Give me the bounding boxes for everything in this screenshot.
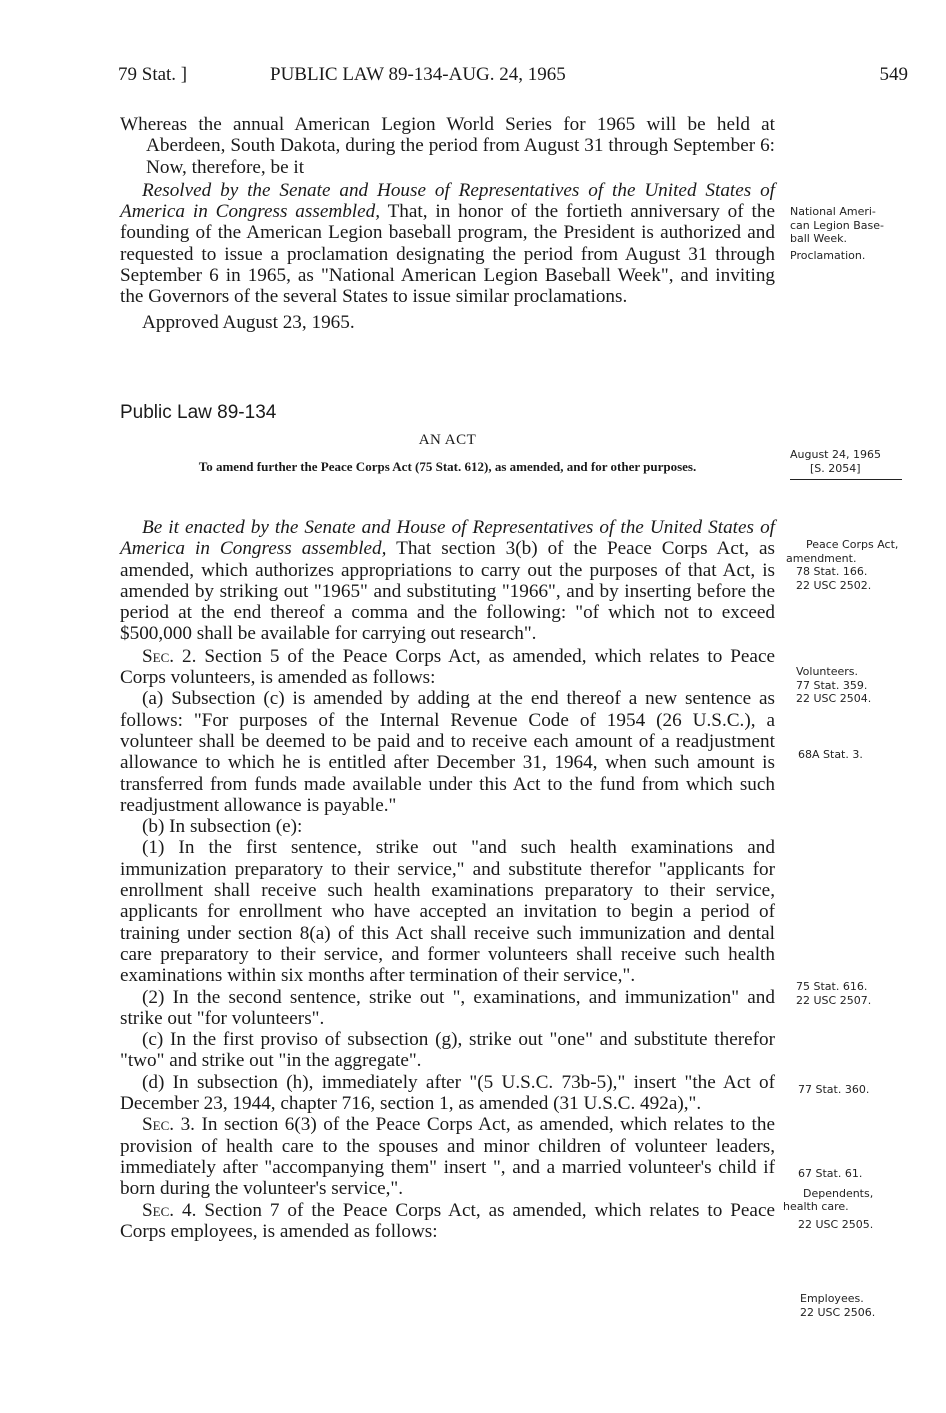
- margin-note-68a: [798, 748, 938, 762]
- section-label: Sec. 4.: [142, 1199, 197, 1221]
- margin-note-line: Dependents,: [803, 1186, 874, 1200]
- margin-note-line: 77 Stat. 360.: [798, 1083, 870, 1096]
- resolved-clause: [120, 180, 775, 308]
- enactment-date: August 24, 1965: [790, 448, 881, 461]
- section-2: [120, 646, 775, 689]
- margin-note-health: [783, 1167, 923, 1231]
- margin-note-line: amendment.: [786, 551, 857, 565]
- margin-note-line: 67 Stat. 61.: [798, 1167, 863, 1180]
- margin-note-line: 22 USC 2502.: [796, 578, 872, 592]
- subsection-b: (b) In subsection (e):: [142, 816, 303, 838]
- statute-volume-ref: 79 Stat. ]: [118, 64, 188, 85]
- enacting-formula: Be it enacted by the Senate and House of Representatives of the United States of America in Congress assembled,: [120, 517, 775, 560]
- margin-note-line: 75 Stat. 616.: [796, 980, 868, 993]
- public-law-heading: Public Law 89-134: [120, 402, 277, 423]
- paragraph-b2: (2) In the second sentence, strike out ", examinations, and immunization" and strike out "for volunteers".: [120, 986, 775, 1029]
- running-title: PUBLIC LAW 89-134-AUG. 24, 1965: [270, 64, 566, 85]
- margin-note-line: 77 Stat. 359.: [796, 678, 868, 692]
- margin-note-line: 22 USC 2507.: [796, 993, 872, 1007]
- section-3: [120, 1114, 775, 1199]
- section-text: In section 6(3) of the Peace Corps Act, as amended, which relates to the provision of health care to the spouses and minor children of volunteer leaders, immediately after "accompanying them" insert ", and a married volunteer's child if born during the volunteer's service,".: [120, 1114, 775, 1200]
- joint-resolution: [120, 114, 775, 333]
- margin-note-volunteers: [796, 665, 936, 706]
- approval-date: Approved August 23, 1965.: [142, 311, 355, 333]
- section-1-text: That section 3(b) of the Peace Corps Act, as amended, which authorizes appropriations to carry out the purposes of that Act, is amended by striking out "1965" and substituting "1966", and by inserting before the period at the end thereof a comma and the following: "of which not to exceed $500,000 shall be available for carrying out research".: [120, 538, 775, 645]
- bill-number: [S. 2054]: [810, 461, 861, 475]
- margin-note-line: Proclamation.: [790, 248, 866, 262]
- act-body: [120, 517, 775, 1242]
- margin-note-line: Peace Corps Act,: [806, 538, 899, 551]
- margin-note-line: National Ameri-: [790, 205, 876, 218]
- subsection-d: (d) In subsection (h), immediately after "(5 U.S.C. 73b-5)," insert "the Act of December 23, 1944, chapter 716, section 1, as amended (31 U.S.C. 492a),".: [120, 1071, 775, 1115]
- margin-note-baseball-week: [790, 205, 930, 262]
- an-act-heading: AN ACT: [418, 432, 477, 448]
- margin-note-amendment: [786, 538, 926, 592]
- margin-note-77-stat: [798, 1083, 938, 1097]
- margin-note-line: 22 USC 2505.: [798, 1217, 874, 1231]
- subsection-c: (c) In the first proviso of subsection (g), strike out "one" and substitute therefor "two" and strike out "in the aggregate".: [120, 1029, 775, 1072]
- margin-note-line: ball Week.: [790, 232, 847, 245]
- whereas-clause: Whereas the annual American Legion World Series for 1965 will be held at Aberdeen, South Dakota, during the period from August 31 through September 6: Now, therefore, be it: [120, 114, 775, 178]
- margin-note-line: 68A Stat. 3.: [798, 748, 863, 761]
- subsection-a: (a) Subsection (c) is amended by adding at the end thereof a new sentence as follows: "For purposes of the Internal Revenue Code of 1954 (26 U.S.C.), a volunteer shall be deemed to be paid and to receive each amount of a readjustment allowance to which he is entitled after December 31, 1964, when such amount is transferred from funds made available under this Act to the fund from which such readjustment allowance is payable.": [120, 688, 775, 816]
- margin-note-line: 78 Stat. 166.: [796, 565, 868, 578]
- section-4: [120, 1200, 775, 1243]
- margin-rule: [790, 479, 902, 480]
- resolved-body: That, in honor of the fortieth anniversary of the founding of the American Legion baseball program, the President is authorized and requested to issue a proclamation designating the period from August 31 through September 6 in 1965, as "National American Legion Baseball Week", and inviting the Governors of the several States to issue similar proclamations.: [120, 201, 775, 308]
- margin-note-line: Volunteers.: [796, 665, 858, 678]
- margin-note-line: Employees.: [800, 1292, 864, 1305]
- enacting-clause: [120, 517, 775, 645]
- section-label: Sec. 3.: [142, 1114, 195, 1136]
- margin-note-line: can Legion Base-: [790, 218, 884, 232]
- paragraph-b1: (1) In the first sentence, strike out "and such health examinations and immunization preparatory to their service," and substitute therefor "applicants for enrollment shall receive such health examinations preparatory to their service, applicants for enrollment who have accepted an invitation to begin a period of training under section 8(a) of this Act shall receive such immunization and dental care preparatory to their service, and former volunteers shall receive such health examinations within six months after termination of their service,".: [120, 837, 775, 987]
- resolved-formula: Resolved by the Senate and House of Representatives of the United States of America in Congress assembled,: [120, 179, 775, 223]
- section-text: Section 7 of the Peace Corps Act, as amended, which relates to Peace Corps employees, is amended as follows:: [120, 1199, 775, 1242]
- margin-note-75-stat: [796, 980, 936, 1007]
- section-text: Section 5 of the Peace Corps Act, as amended, which relates to Peace Corps volunteers, is amended as follows:: [120, 645, 775, 689]
- margin-note-date: [790, 448, 930, 480]
- section-label: Sec. 2.: [142, 645, 197, 667]
- margin-note-line: health care.: [783, 1200, 849, 1213]
- margin-note-employees: [800, 1292, 940, 1319]
- act-title: To amend further the Peace Corps Act (75 Stat. 612), as amended, and for other purposes.: [198, 459, 697, 474]
- page-number: 549: [879, 64, 908, 85]
- margin-note-line: 22 USC 2506.: [800, 1305, 876, 1319]
- margin-note-line: 22 USC 2504.: [796, 692, 872, 705]
- page-header: [118, 64, 908, 88]
